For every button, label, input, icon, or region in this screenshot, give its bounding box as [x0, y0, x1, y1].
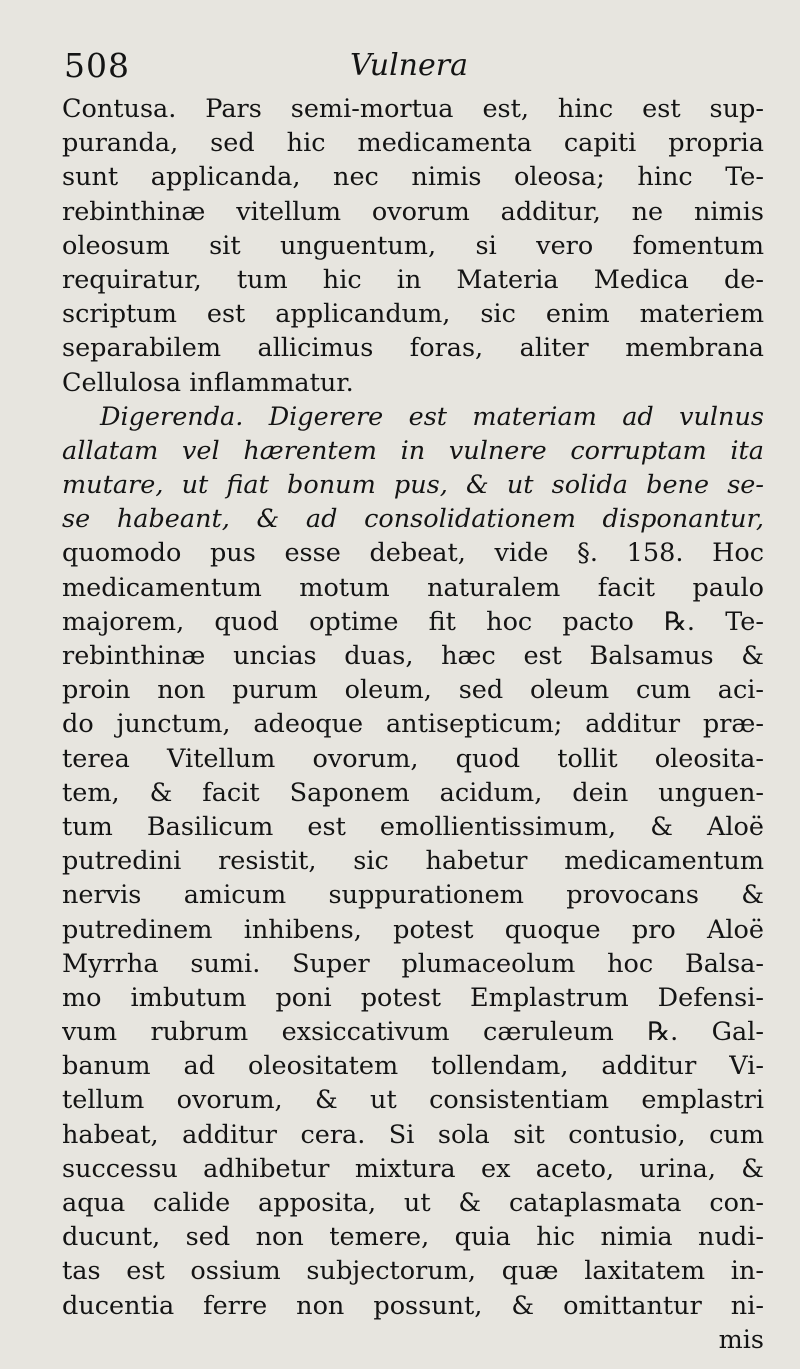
- text-line: se habeant, & ad consolidationem disponantur,: [62, 504, 764, 535]
- text-line: Myrrha sumi. Super plumaceolum hoc Balsa-: [62, 948, 764, 979]
- body-text: [62, 92, 764, 1357]
- text-line: rebinthinæ vitellum ovorum additur, ne nimis: [62, 196, 764, 227]
- text-line: separabilem allicimus foras, aliter membrana: [62, 333, 764, 364]
- text-line: ducunt, sed non temere, quia hic nimia nudi-: [62, 1222, 764, 1253]
- text-line: proin non purum oleum, sed oleum cum aci-: [62, 675, 764, 706]
- text-line: Digerenda. Digerere est materiam ad vulnus: [100, 401, 764, 432]
- text-line: tem, & facit Saponem acidum, dein unguen-: [62, 777, 764, 808]
- text-line: terea Vitellum ovorum, quod tollit oleosita-: [62, 743, 764, 774]
- text-line: majorem, quod optime fit hoc pacto ℞. Te-: [62, 606, 764, 637]
- text-line: habeat, additur cera. Si sola sit contusio, cum: [62, 1119, 764, 1150]
- text-line: putredinem inhibens, potest quoque pro Aloë: [62, 914, 764, 945]
- page-header: [64, 46, 764, 90]
- text-line: aqua calide apposita, ut & cataplasmata con-: [62, 1188, 764, 1218]
- text-line: Contusa. Pars semi-mortua est, hinc est sup-: [62, 94, 764, 124]
- text-line: successu adhibetur mixtura ex aceto, urina, &: [62, 1153, 764, 1184]
- text-line: mo imbutum poni potest Emplastrum Defensi-: [62, 982, 764, 1013]
- text-line: vum rubrum exsiccativum cæruleum ℞. Gal-: [62, 1017, 764, 1048]
- text-line: nervis amicum suppurationem provocans &: [62, 880, 764, 911]
- text-line: tellum ovorum, & ut consistentiam emplastri: [62, 1085, 764, 1116]
- running-head: Vulnera: [350, 48, 468, 83]
- text-line: tas est ossium subjectorum, quæ laxitatem in-: [62, 1256, 764, 1287]
- text-line: ducentia ferre non possunt, & omittantur ni-: [62, 1290, 764, 1321]
- text-line: banum ad oleositatem tollendam, additur Vi-: [62, 1051, 764, 1082]
- text-line: oleosum sit unguentum, si vero fomentum: [62, 230, 764, 261]
- text-line: tum Basilicum est emollientissimum, & Aloë: [62, 811, 764, 842]
- text-line: sunt applicanda, nec nimis oleosa; hinc Te-: [62, 162, 764, 193]
- text-line: do junctum, adeoque antisepticum; additur præ-: [62, 709, 764, 740]
- text-line: Cellulosa inflammatur.: [62, 367, 354, 398]
- text-line: putredini resistit, sic habetur medicamentum: [62, 846, 764, 877]
- catchword: mis: [718, 1324, 764, 1355]
- text-line: allatam vel hærentem in vulnere corruptam ita: [62, 435, 764, 466]
- text-line: scriptum est applicandum, sic enim materiem: [62, 299, 764, 330]
- text-line: medicamentum motum naturalem facit paulo: [62, 572, 764, 603]
- page-number: 508: [64, 46, 130, 85]
- text-line: mutare, ut fiat bonum pus, & ut solida bene se-: [62, 470, 764, 501]
- text-line: rebinthinæ uncias duas, hæc est Balsamus &: [62, 641, 764, 671]
- text-line: quomodo pus esse debeat, vide §. 158. Hoc: [62, 538, 764, 569]
- text-line: puranda, sed hic medicamenta capiti propria: [62, 128, 764, 159]
- text-line: requiratur, tum hic in Materia Medica de-: [62, 264, 764, 295]
